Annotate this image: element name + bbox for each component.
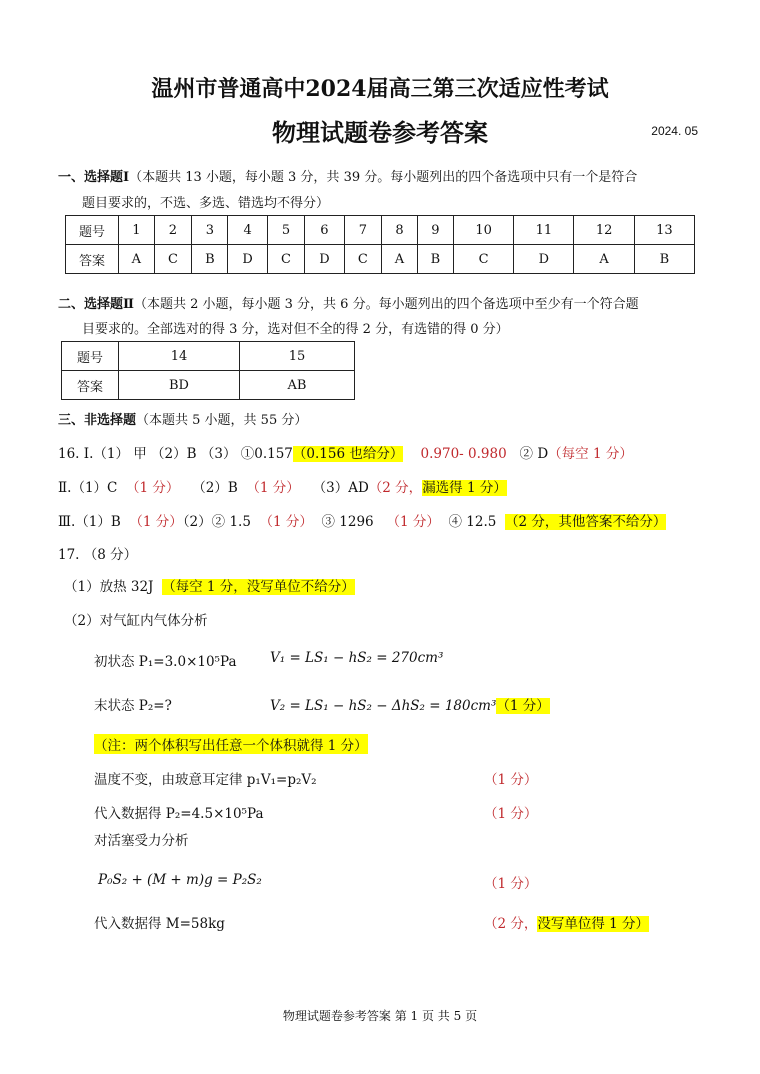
force-balance-score: （1 分） bbox=[484, 876, 538, 892]
section3-desc: （本题共 5 小题，共 55 分） bbox=[136, 413, 308, 428]
q16-part2-highlight: 漏选得 1 分） bbox=[422, 480, 507, 496]
table-header-cell: 答案 bbox=[66, 245, 119, 274]
table-cell: 1 bbox=[119, 216, 155, 245]
section2-desc-line2: 目要求的。全部选对的得 3 分，选对但不全的得 2 分，有选错的得 0 分） bbox=[82, 322, 509, 337]
q16-part3-highlight: （2 分，其他答案不给分） bbox=[504, 514, 667, 530]
table-cell: C bbox=[344, 245, 382, 274]
table-cell: 15 bbox=[239, 342, 354, 371]
section2-label: 二、选择题Ⅱ bbox=[58, 297, 134, 312]
table-cell: 13 bbox=[634, 216, 694, 245]
exam-title: 温州市普通高中2024届高三第三次适应性考试 bbox=[151, 76, 609, 102]
q16-part2-score2: （1 分） bbox=[246, 480, 300, 496]
section1-desc-line2: 题目要求的，不选、多选、错选均不得分） bbox=[82, 196, 330, 211]
q16-part2-score3: （2 分， bbox=[368, 480, 423, 496]
section3-heading bbox=[58, 409, 307, 428]
q16-part1-highlight: （0.156 也给分） bbox=[292, 446, 404, 462]
table-cell: B bbox=[192, 245, 228, 274]
boyle-law-line: 温度不变，由玻意耳定律 p₁V₁=p₂V₂ bbox=[94, 772, 317, 788]
final-volume-equation bbox=[270, 694, 550, 714]
q16-part1-answer: ② D bbox=[519, 446, 549, 462]
q17-part2-line: （2）对气缸内气体分析 bbox=[64, 613, 208, 629]
table-cell: 4 bbox=[228, 216, 267, 245]
section1-answer-table bbox=[65, 215, 695, 274]
table-cell: A bbox=[574, 245, 634, 274]
q16-part2-text3: （3）AD bbox=[312, 480, 369, 496]
q17-heading: 17. （8 分） bbox=[58, 547, 138, 563]
table-cell: A bbox=[119, 245, 155, 274]
q16-part3-score2: （1 分） bbox=[259, 514, 313, 530]
table-cell: 6 bbox=[305, 216, 344, 245]
table-cell: C bbox=[154, 245, 192, 274]
q16-part2-score1: （1 分） bbox=[125, 480, 180, 496]
q16-part3-score3: （1 分） bbox=[386, 514, 440, 530]
table-cell: 12 bbox=[574, 216, 634, 245]
table-cell: 8 bbox=[382, 216, 418, 245]
q17-part1-text: （1）放热 32J bbox=[64, 579, 154, 595]
q16-part1-text: 16. Ⅰ.（1） 甲 （2）B （3） ①0.157 bbox=[58, 446, 293, 462]
q16-part3-line bbox=[58, 510, 666, 530]
table-header-cell: 答案 bbox=[62, 371, 119, 400]
table-cell: 5 bbox=[267, 216, 305, 245]
mass-substitution-line: 代入数据得 M=58kg bbox=[94, 916, 225, 932]
table-cell: 2 bbox=[154, 216, 192, 245]
q16-part2-text: Ⅱ.（1）C bbox=[58, 480, 118, 496]
table-cell: B bbox=[634, 245, 694, 274]
q17-part1-line bbox=[64, 575, 355, 595]
q16-part1-line bbox=[58, 442, 633, 462]
q16-part3-text3: ③ 1296 bbox=[321, 514, 374, 530]
table-cell: 14 bbox=[119, 342, 240, 371]
section1-label: 一、选择题Ⅰ bbox=[58, 170, 130, 185]
final-volume-equation-text: V₂ = LS₁ − hS₂ − ΔhS₂ = 180cm³ bbox=[270, 698, 497, 714]
q16-part1-score: （每空 1 分） bbox=[548, 446, 633, 462]
q16-part1-range: 0.970- 0.980 bbox=[420, 446, 507, 462]
q16-part2-line bbox=[58, 476, 507, 496]
section2-heading bbox=[58, 293, 639, 312]
section3-label: 三、非选择题 bbox=[58, 413, 137, 428]
table-cell: 7 bbox=[344, 216, 382, 245]
section2-answer-table bbox=[61, 341, 355, 400]
mass-score-red: （2 分， bbox=[484, 916, 538, 932]
page-footer: 物理试题卷参考答案 第 1 页 共 5 页 bbox=[282, 1009, 478, 1023]
table-cell: C bbox=[454, 245, 514, 274]
date-label: 2024. 05 bbox=[651, 124, 698, 138]
table-cell: AB bbox=[239, 371, 354, 400]
initial-volume-equation: V₁ = LS₁ − hS₂ = 270cm³ bbox=[270, 650, 444, 666]
table-cell: D bbox=[514, 245, 574, 274]
table-cell: D bbox=[305, 245, 344, 274]
grading-note: （注：两个体积写出任意一个体积就得 1 分） bbox=[94, 734, 368, 754]
final-state-label: 末状态 P₂=? bbox=[94, 698, 172, 714]
table-cell: 11 bbox=[514, 216, 574, 245]
table-row bbox=[66, 216, 695, 245]
table-header-cell: 题号 bbox=[66, 216, 119, 245]
table-header-cell: 题号 bbox=[62, 342, 119, 371]
piston-analysis-line: 对活塞受力分析 bbox=[94, 833, 189, 849]
table-cell: A bbox=[382, 245, 418, 274]
table-cell: B bbox=[417, 245, 453, 274]
section1-heading bbox=[58, 166, 637, 185]
mass-substitution-score bbox=[484, 912, 649, 932]
table-cell: D bbox=[228, 245, 267, 274]
table-cell: 10 bbox=[454, 216, 514, 245]
table-row bbox=[62, 371, 355, 400]
pressure-substitution-line: 代入数据得 P₂=4.5×10⁵Pa bbox=[94, 806, 264, 822]
table-cell: 3 bbox=[192, 216, 228, 245]
answer-key-title: 物理试题卷参考答案 bbox=[272, 118, 488, 147]
pressure-substitution-score: （1 分） bbox=[484, 806, 538, 822]
table-cell: 9 bbox=[417, 216, 453, 245]
q16-part2-text2: （2）B bbox=[192, 480, 238, 496]
q16-part3-score1: （1 分） bbox=[129, 514, 183, 530]
q17-part1-highlight: （每空 1 分，没写单位不给分） bbox=[162, 579, 355, 595]
section2-desc-line1: （本题共 2 小题，每小题 3 分，共 6 分。每小题列出的四个备选项中至少有一个符合题 bbox=[133, 297, 639, 312]
boyle-law-score: （1 分） bbox=[484, 772, 538, 788]
q16-part3-text2: （2）② 1.5 bbox=[182, 514, 251, 530]
table-row bbox=[66, 245, 695, 274]
table-row bbox=[62, 342, 355, 371]
table-cell: BD bbox=[119, 371, 240, 400]
mass-score-highlight: 没写单位得 1 分） bbox=[537, 916, 650, 932]
table-cell: C bbox=[267, 245, 305, 274]
q16-part3-text: Ⅲ.（1）B bbox=[58, 514, 121, 530]
force-balance-equation: P₀S₂ + (M + m)g = P₂S₂ bbox=[98, 872, 262, 888]
section1-desc-line1: （本题共 13 小题，每小题 3 分，共 39 分。每小题列出的四个备选项中只有一个是符合 bbox=[129, 170, 638, 185]
final-volume-score: （1 分） bbox=[496, 698, 550, 714]
initial-state-label: 初状态 P₁=3.0×10⁵Pa bbox=[94, 654, 237, 670]
q16-part3-text4: ④ 12.5 bbox=[448, 514, 497, 530]
